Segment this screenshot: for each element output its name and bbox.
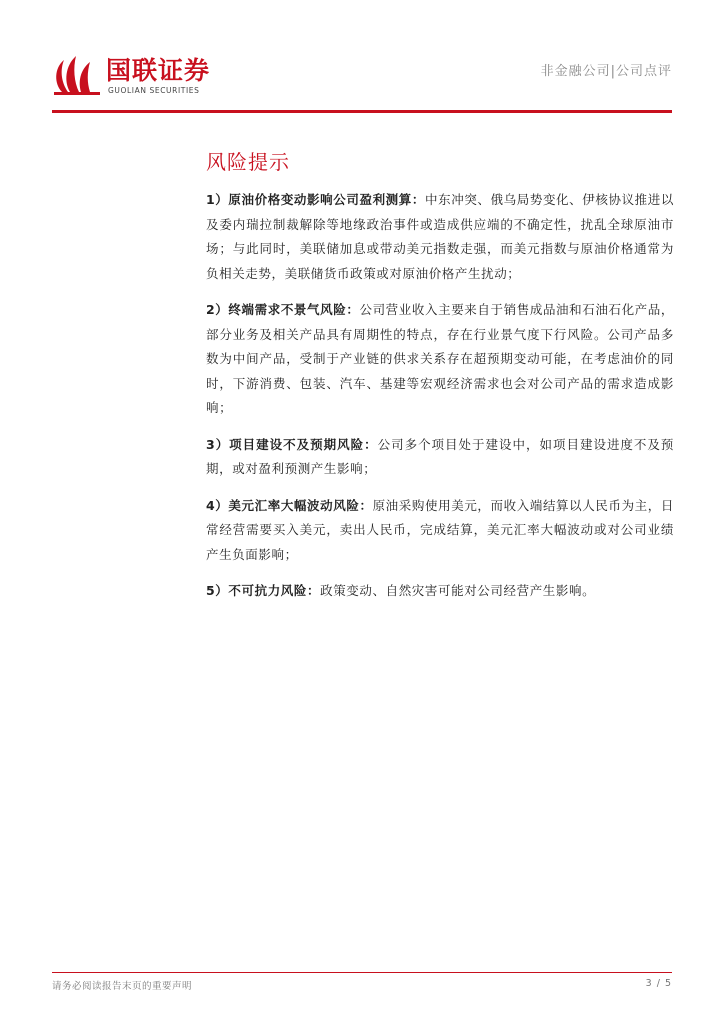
risk-lead: 5）不可抗力风险：: [206, 583, 321, 598]
risk-body: 中东冲突、俄乌局势变化、伊核协议推进以及委内瑞拉制裁解除等地缘政治事件或造成供应端的不确定性，扰乱全球原油市场；与此同时，美联储加息或带动美元指数走强，而美元指数与原油价格通常为负相关走势，美联储货币政策或对原油价格产生扰动；: [206, 192, 674, 281]
risk-body: 原油采购使用美元，而收入端结算以人民币为主，日常经营需要买入美元，卖出人民币，完成结算，美元汇率大幅波动或对公司业绩产生负面影响；: [206, 497, 674, 562]
risk-lead: 2）终端需求不景气风险：: [206, 302, 360, 317]
risk-item: [206, 433, 674, 482]
footer-disclaimer: 请务必阅读报告末页的重要声明: [52, 981, 193, 992]
risk-lead: 4）美元汇率大幅波动风险：: [206, 497, 373, 513]
logo-english-text: GUOLIAN SECURITIES: [108, 86, 200, 95]
header-divider: [52, 110, 672, 113]
risk-body: 公司营业收入主要来自于销售成品油和石油石化产品，部分业务及相关产品具有周期性的特点，存在行业景气度下行风险。公司产品多数为中间产品，受制于产业链的供求关系存在超预期变动可能，在考虑油价的同时，下游消费、包装、汽车、基建等宏观经济需求也会对公司产品的需求造成影响；: [206, 302, 674, 415]
guolian-logo-icon: [52, 52, 104, 96]
risk-item: [206, 494, 674, 568]
section-title: 风险提示: [206, 150, 290, 174]
risk-item: [206, 298, 674, 421]
page-number: 3 / 5: [645, 978, 672, 989]
risk-item: [206, 579, 674, 604]
footer-divider: [52, 972, 672, 973]
risk-body: 政策变动、自然灾害可能对公司经营产生影响。: [320, 583, 596, 598]
logo-chinese-text: 国联证券: [106, 56, 211, 85]
risk-item: [206, 188, 674, 286]
risk-lead: 1）原油价格变动影响公司盈利测算：: [206, 192, 425, 207]
document-type-label: 非金融公司|公司点评: [540, 64, 672, 79]
risk-body: 公司多个项目处于建设中，如项目建设进度不及预期，或对盈利预测产生影响；: [206, 436, 675, 476]
page-header: [0, 0, 724, 118]
risk-lead: 3）项目建设不及预期风险：: [206, 436, 378, 452]
risk-list: [206, 188, 674, 616]
